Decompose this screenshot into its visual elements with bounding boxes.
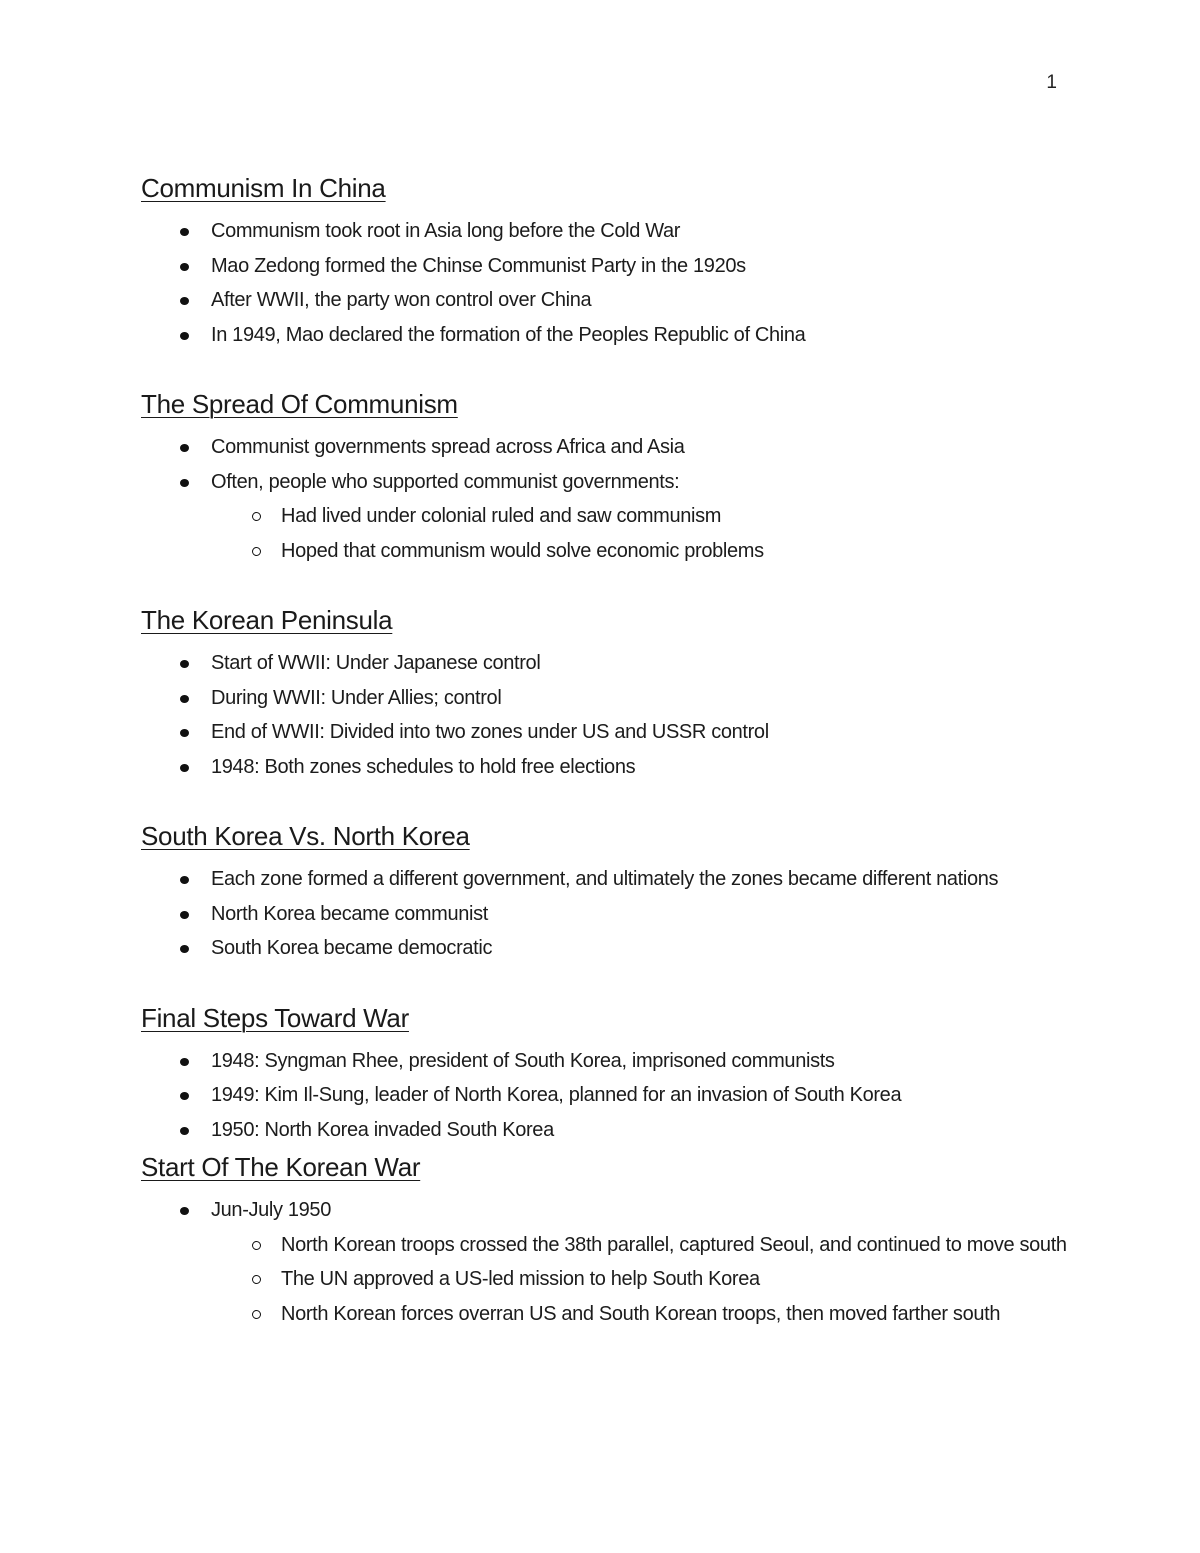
section-title: Communism In China: [141, 173, 386, 203]
bullet-icon: [180, 332, 189, 340]
sub-list: [211, 1228, 1071, 1332]
list-item-text: Each zone formed a different government, and ultimately the zones became different nations: [211, 868, 999, 890]
list-item: [141, 318, 1071, 353]
section-start-of-korean-war: [141, 1149, 1071, 1331]
sub-list-item-text: Had lived under colonial ruled and saw communism: [281, 505, 722, 527]
list-item: [141, 249, 1071, 284]
bullet-icon: [180, 945, 189, 953]
list-item: [141, 214, 1071, 249]
sub-list-item: [211, 1297, 1071, 1332]
list-item-text: In 1949, Mao declared the formation of the Peoples Republic of China: [211, 323, 806, 346]
list-item-text: During WWII: Under Allies; control: [211, 686, 502, 709]
bullet-list: [141, 214, 1071, 352]
bullet-icon: [180, 876, 189, 884]
bullet-icon: [180, 1058, 189, 1066]
bullet-icon: [180, 444, 189, 452]
sub-list-item: [211, 534, 1071, 569]
bullet-icon: [180, 1207, 189, 1215]
bullet-icon: [180, 729, 189, 737]
bullet-list: [141, 1193, 1071, 1331]
list-item: [141, 1044, 1071, 1079]
bullet-icon: [180, 660, 189, 668]
hollow-bullet-icon: [252, 1275, 261, 1284]
sub-list-item: [211, 1262, 1071, 1297]
list-item: [141, 715, 1071, 750]
bullet-icon: [180, 1127, 189, 1135]
section-title: Start Of The Korean War: [141, 1152, 421, 1182]
section-south-vs-north-korea: [141, 818, 1071, 966]
section-communism-in-china: [141, 170, 1071, 352]
section-title: The Spread Of Communism: [141, 389, 458, 419]
list-item: [141, 862, 1071, 897]
list-item-text: Mao Zedong formed the Chinse Communist Party in the 1920s: [211, 254, 746, 277]
sub-list-item-text: North Korean troops crossed the 38th parallel, captured Seoul, and continued to move south: [281, 1233, 1067, 1256]
bullet-icon: [180, 228, 189, 236]
sub-list-item: [211, 1228, 1071, 1263]
list-item: [141, 931, 1071, 966]
list-item: [141, 1113, 1071, 1148]
page-number: 1: [1046, 72, 1057, 93]
list-item: [141, 646, 1071, 681]
list-item-text: After WWII, the party won control over China: [211, 289, 592, 311]
list-item-text: Communism took root in Asia long before the Cold War: [211, 220, 681, 242]
list-item: [141, 1193, 1071, 1331]
list-item: [141, 283, 1071, 318]
section-title: South Korea Vs. North Korea: [141, 821, 470, 851]
list-item-text: 1948: Both zones schedules to hold free elections: [211, 755, 636, 778]
list-item-text: South Korea became democratic: [211, 937, 493, 959]
hollow-bullet-icon: [252, 547, 261, 556]
bullet-icon: [180, 263, 189, 271]
list-item: [141, 897, 1071, 932]
bullet-list: [141, 862, 1071, 966]
sub-list-item-text: Hoped that communism would solve economic problems: [281, 539, 764, 562]
list-item-text: 1948: Syngman Rhee, president of South Korea, imprisoned communists: [211, 1049, 835, 1072]
sub-list-item-text: The UN approved a US-led mission to help South Korea: [281, 1268, 760, 1290]
list-item: [141, 430, 1071, 465]
sub-list-item-text: North Korean forces overran US and South Korean troops, then moved farther south: [281, 1302, 1001, 1325]
section-title: The Korean Peninsula: [141, 605, 393, 635]
list-item-text: Start of WWII: Under Japanese control: [211, 652, 541, 674]
list-item: [141, 681, 1071, 716]
list-item-text: 1949: Kim Il-Sung, leader of North Korea, planned for an invasion of South Korea: [211, 1084, 902, 1106]
hollow-bullet-icon: [252, 512, 261, 521]
bullet-list: [141, 646, 1071, 784]
sub-list: [211, 499, 1071, 568]
sub-list-item: [211, 499, 1071, 534]
list-item: [141, 750, 1071, 785]
list-item-text: End of WWII: Divided into two zones under US and USSR control: [211, 721, 769, 743]
bullet-icon: [180, 1092, 189, 1100]
bullet-list: [141, 430, 1071, 568]
list-item-text: 1950: North Korea invaded South Korea: [211, 1118, 554, 1141]
document-body: [141, 170, 1071, 1331]
section-spread-of-communism: [141, 386, 1071, 568]
bullet-icon: [180, 764, 189, 772]
hollow-bullet-icon: [252, 1241, 261, 1250]
hollow-bullet-icon: [252, 1310, 261, 1319]
bullet-icon: [180, 911, 189, 919]
bullet-icon: [180, 479, 189, 487]
bullet-icon: [180, 297, 189, 305]
list-item-text: Often, people who supported communist governments:: [211, 470, 680, 493]
list-item-text: Jun-July 1950: [211, 1199, 331, 1221]
bullet-icon: [180, 695, 189, 703]
bullet-list: [141, 1044, 1071, 1148]
list-item-text: Communist governments spread across Africa and Asia: [211, 436, 685, 458]
section-final-steps-toward-war: [141, 1000, 1071, 1148]
list-item: [141, 1078, 1071, 1113]
list-item: [141, 465, 1071, 569]
section-title: Final Steps Toward War: [141, 1002, 409, 1033]
list-item-text: North Korea became communist: [211, 902, 488, 925]
section-korean-peninsula: [141, 602, 1071, 784]
